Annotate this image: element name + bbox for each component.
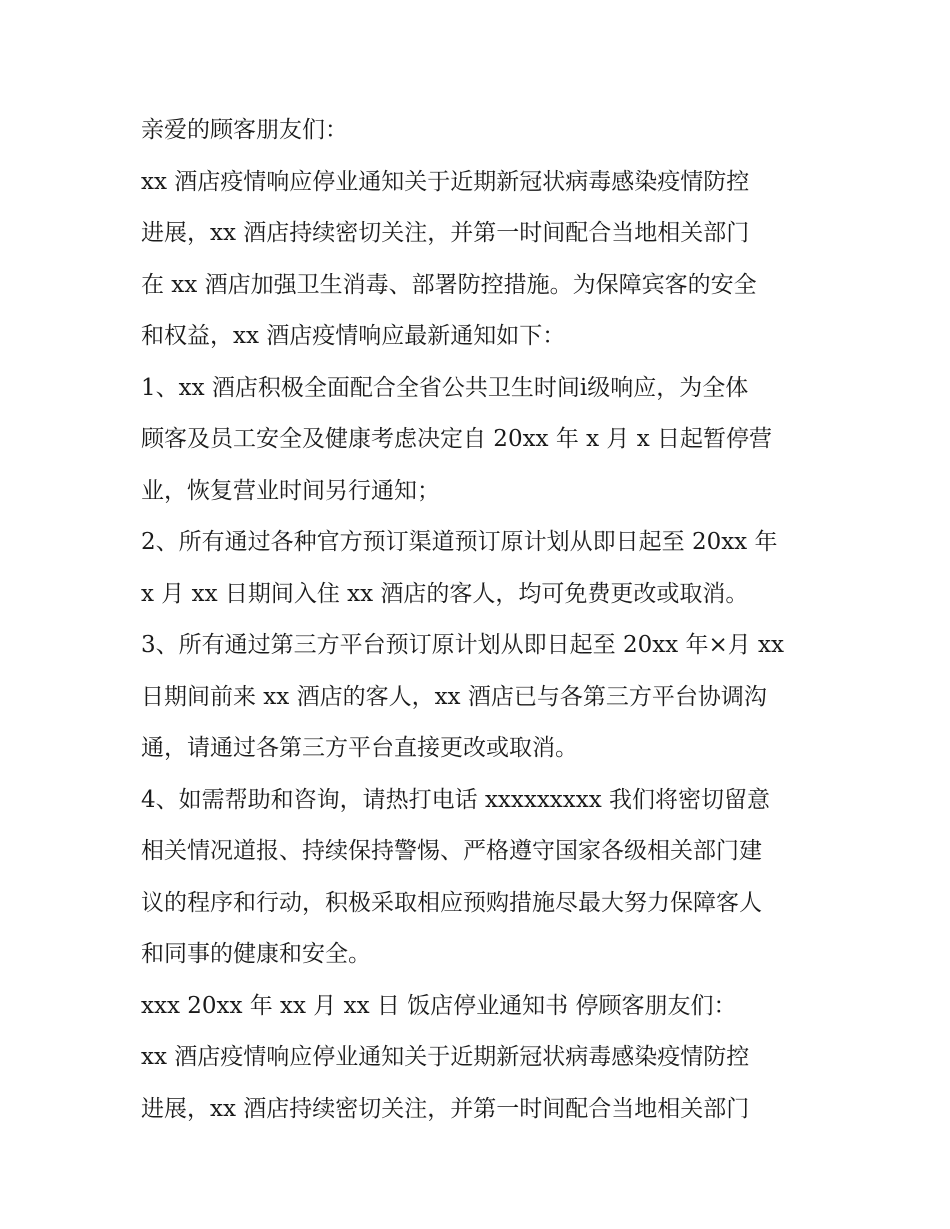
paragraph-line: 在 xx 酒店加强卫生消毒、部署防控措施。为保障宾客的安全 [141, 271, 757, 298]
paragraph-line: 进展，xx 酒店持续密切关注，并第一时间配合当地相关部门 [141, 220, 750, 246]
signature-line: xxx 20xx 年 xx 月 xx 日 饭店停业通知书 停顾客朋友们： [141, 992, 737, 1019]
paragraph-line: xx 酒店疫情响应停业通知关于近期新冠状病毒感染疫情防控 [141, 1044, 750, 1070]
item-2-line: x 月 xx 日期间入住 xx 酒店的客人，均可免费更改或取消。 [141, 580, 749, 607]
item-4-line: 相关情况道报、持续保持警惕、严格遵守国家各级相关部门建 [141, 838, 762, 864]
paragraph-line: 进展，xx 酒店持续密切关注，并第一时间配合当地相关部门 [141, 1095, 750, 1122]
item-1-line: 1、xx 酒店积极全面配合全省公共卫生时间ⅰ级响应，为全体 [141, 374, 749, 401]
item-4-line: 议的程序和行动，积极采取相应预购措施尽最大努力保障客人 [141, 889, 762, 916]
item-2-line: 2、所有通过各种官方预订渠道预订原计划从即日起至 20xx 年 [141, 529, 778, 555]
item-3-line: 日期间前来 xx 酒店的客人，xx 酒店已与各第三方平台协调沟 [141, 683, 767, 710]
item-4-line: 和同事的健康和安全。 [141, 941, 371, 967]
item-3-line: 通，请通过各第三方平台直接更改或取消。 [141, 735, 578, 761]
greeting-line: 亲爱的顾客朋友们： [141, 117, 348, 143]
item-4-line: 4、如需帮助和咨询，请热打电话 xxxxxxxxx 我们将密切留意 [141, 786, 770, 813]
paragraph-line: xx 酒店疫情响应停业通知关于近期新冠状病毒感染疫情防控 [141, 168, 750, 195]
item-1-line: 顾客及员工安全及健康考虑决定自 20xx 年 x 月 x 日起暂停营 [141, 426, 773, 452]
item-1-line: 业，恢复营业时间另行通知； [141, 477, 440, 504]
paragraph-line: 和权益，xx 酒店疫情响应最新通知如下： [141, 323, 566, 349]
document-body [141, 105, 821, 1135]
item-3-line: 3、所有通过第三方平台预订原计划从即日起至 20xx 年×月 xx [141, 632, 784, 658]
